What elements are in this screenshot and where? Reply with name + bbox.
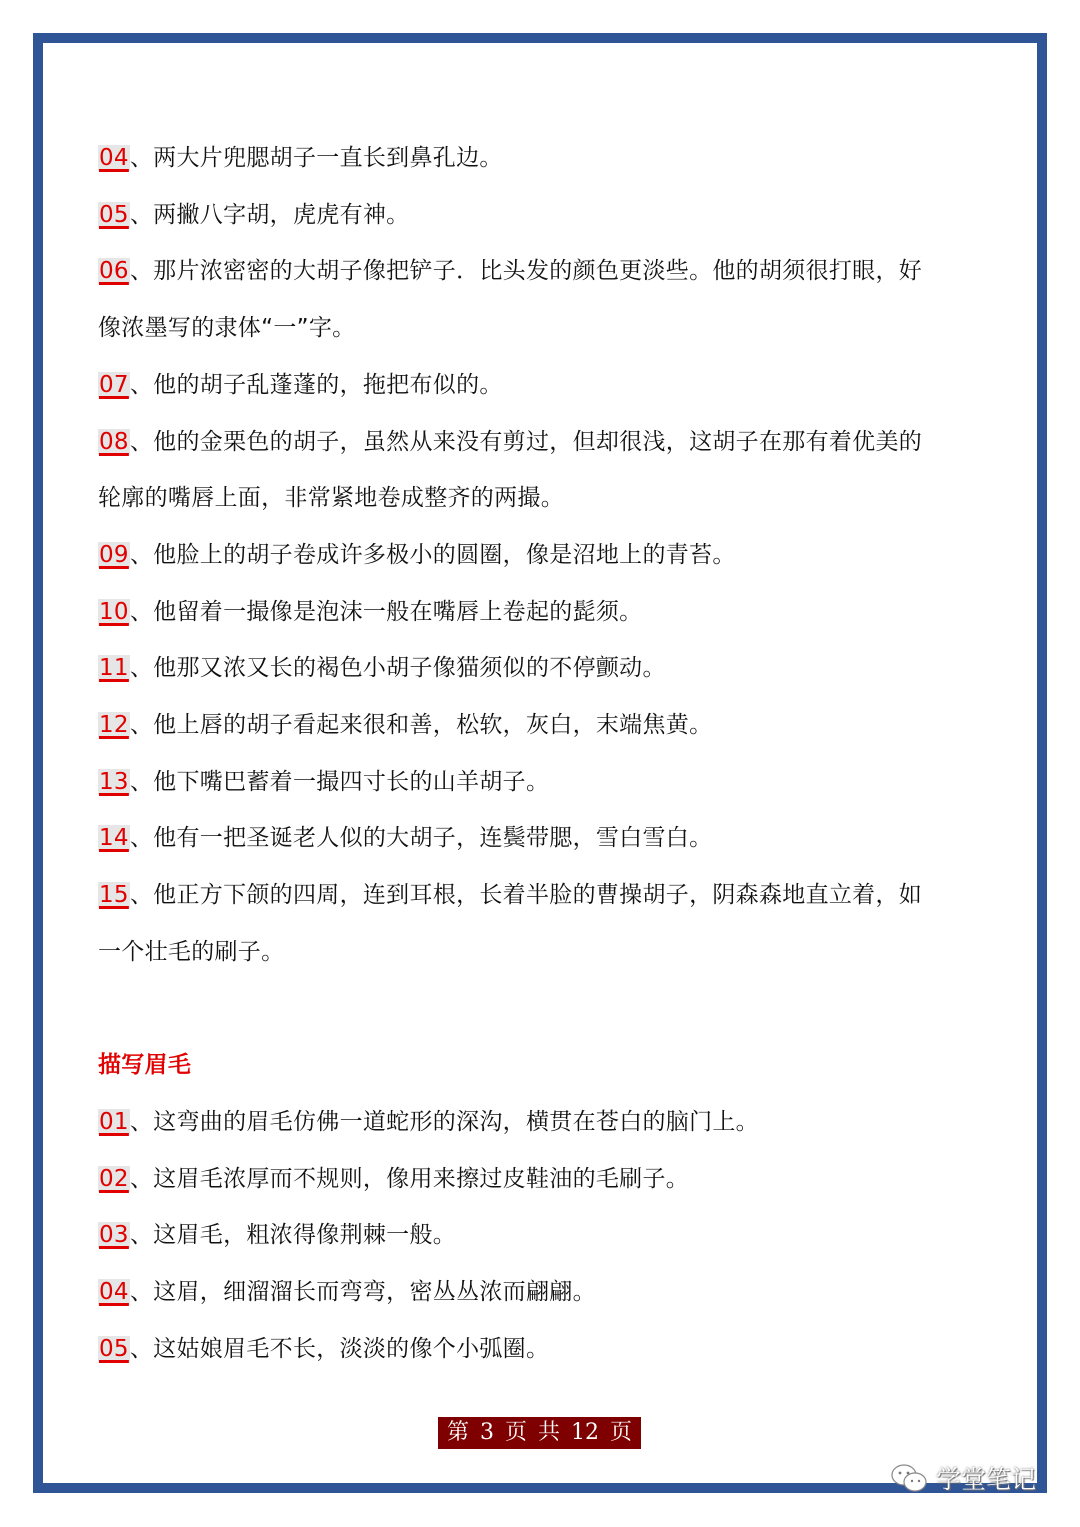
item-text: 、他有一把圣诞老人似的大胡子，连鬓带腮，雪白雪白。 xyxy=(129,825,713,852)
item-text: 、这姑娘眉毛不长，淡淡的像个小弧圈。 xyxy=(129,1335,550,1362)
item-number: 05 xyxy=(99,201,129,228)
item-text: 、这眉，细溜溜长而弯弯，密丛丛浓而翩翩。 xyxy=(129,1279,596,1306)
list-item xyxy=(98,130,988,187)
item-text: 、那片浓密密的大胡子像把铲子．比头发的颜色更淡些。他的胡须很打眼，好 xyxy=(129,258,923,285)
item-text: 、他留着一撮像是泡沫一般在嘴唇上卷起的髭须。 xyxy=(129,598,643,625)
item-number: 04 xyxy=(99,145,129,171)
item-text-continued: 像浓墨写的隶体“一”字。 xyxy=(98,315,356,342)
item-number: 10 xyxy=(99,598,129,625)
item-text: 、这弯曲的眉毛仿佛一道蛇形的深沟，横贯在苍白的脑门上。 xyxy=(129,1108,759,1135)
item-number: 09 xyxy=(99,541,129,568)
item-number: 07 xyxy=(99,371,129,398)
watermark-text: 学堂笔记 xyxy=(936,1465,1037,1494)
eyebrow-list xyxy=(98,1094,988,1378)
list-item xyxy=(98,1207,988,1264)
section-heading-eyebrows: 描写眉毛 xyxy=(98,1052,192,1079)
item-number: 06 xyxy=(99,258,129,285)
beard-list xyxy=(98,130,988,981)
item-text: 、他下嘴巴蓄着一撮四寸长的山羊胡子。 xyxy=(129,768,550,795)
item-text: 、他脸上的胡子卷成许多极小的圆圈，像是沼地上的青苔。 xyxy=(129,541,736,568)
item-number: 01 xyxy=(99,1108,129,1135)
list-item xyxy=(98,243,988,300)
list-item xyxy=(98,810,988,867)
list-item xyxy=(98,414,988,471)
item-number: 03 xyxy=(99,1222,129,1249)
item-text-continued: 轮廓的嘴唇上面，非常紧地卷成整齐的两撮。 xyxy=(98,485,564,512)
list-item xyxy=(98,754,988,811)
item-number: 13 xyxy=(99,768,129,795)
list-item xyxy=(98,187,988,244)
item-text: 、这眉毛浓厚而不规则，像用来擦过皮鞋油的毛刷子。 xyxy=(129,1165,690,1192)
spacer xyxy=(98,981,988,1038)
item-number: 02 xyxy=(99,1165,129,1192)
list-item xyxy=(98,697,988,754)
wechat-icon xyxy=(890,1462,930,1494)
item-number: 04 xyxy=(99,1279,129,1306)
list-item xyxy=(98,1264,988,1321)
list-item xyxy=(98,527,988,584)
item-text-continued: 一个壮毛的刷子。 xyxy=(98,938,285,965)
item-number: 08 xyxy=(99,428,129,455)
item-number: 15 xyxy=(99,882,129,909)
item-number: 12 xyxy=(99,712,129,739)
list-item xyxy=(98,584,988,641)
list-item xyxy=(98,1151,988,1208)
item-text: 、他的胡子乱蓬蓬的，拖把布似的。 xyxy=(129,371,503,398)
item-number: 11 xyxy=(99,655,129,682)
item-text: 、两撇八字胡，虎虎有神。 xyxy=(129,201,410,228)
list-item xyxy=(98,640,988,697)
item-text: 、他那又浓又长的褐色小胡子像猫须似的不停颤动。 xyxy=(129,655,666,682)
item-text: 、他上唇的胡子看起来很和善，松软，灰白，末端焦黄。 xyxy=(129,712,713,739)
list-item xyxy=(98,867,988,924)
item-text: 、他正方下颌的四周，连到耳根，长着半脸的曹操胡子，阴森森地直立着，如 xyxy=(129,882,923,909)
item-text: 、他的金栗色的胡子，虽然从来没有剪过，但却很浅，这胡子在那有着优美的 xyxy=(129,428,923,455)
document-body xyxy=(98,130,988,1377)
watermark xyxy=(890,1460,1036,1496)
item-number: 05 xyxy=(99,1335,129,1362)
list-item xyxy=(98,1321,988,1378)
page-indicator: 第 3 页 共 12 页 xyxy=(438,1417,641,1449)
item-text: 、两大片兜腮胡子一直长到鼻孔边。 xyxy=(129,145,503,171)
list-item xyxy=(98,357,988,414)
item-number: 14 xyxy=(99,825,129,852)
item-text: 、这眉毛，粗浓得像荆棘一般。 xyxy=(129,1222,457,1249)
list-item xyxy=(98,1094,988,1151)
